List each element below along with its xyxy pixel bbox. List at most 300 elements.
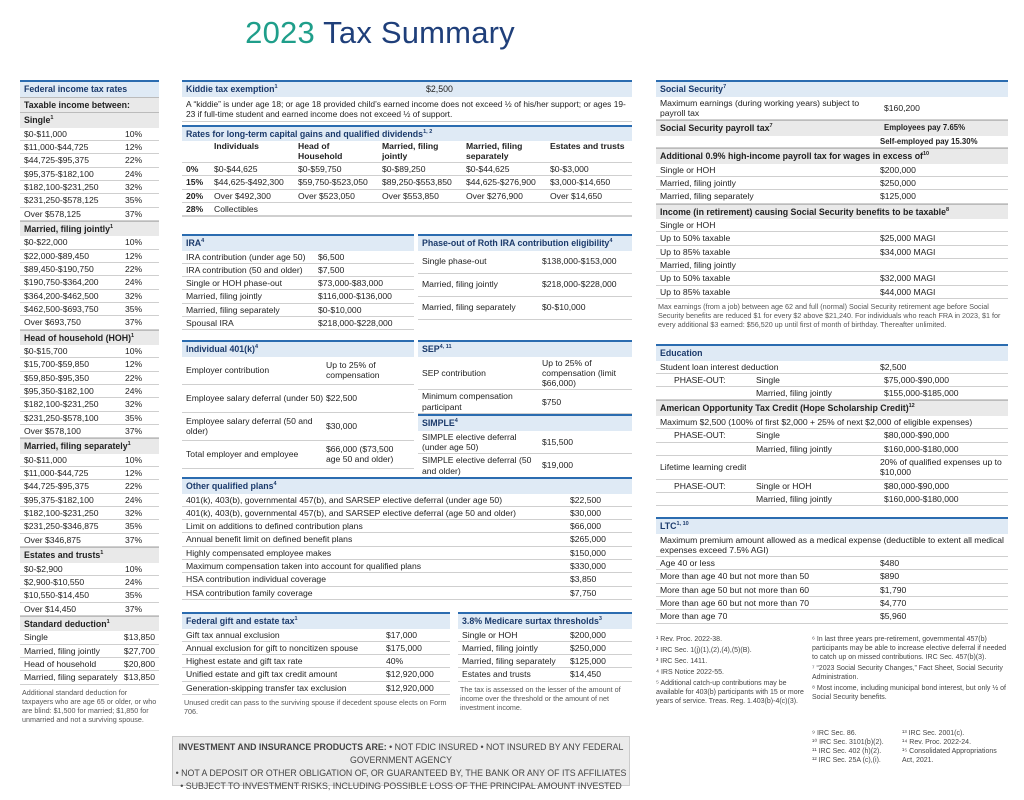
roth-row xyxy=(418,297,632,320)
std-deduction-label: Single xyxy=(24,632,48,643)
footnote: ¹¹ IRC Sec. 402 (h)(2). xyxy=(812,747,882,755)
bracket-range: Over $578,125 xyxy=(24,208,81,219)
ss-income-label: Up to 85% taxable xyxy=(660,286,731,297)
other-plan-label: 401(k), 403(b), governmental 457(b), and SARSEP elective deferral (under age 50) xyxy=(186,494,503,505)
edu-header: Education xyxy=(656,344,1008,361)
ss-income-row xyxy=(656,232,1008,245)
simple-sup: 4 xyxy=(454,418,458,425)
footnotes-left xyxy=(656,636,806,709)
bracket-range: $10,550-$14,450 xyxy=(24,590,89,601)
other-sup: 4 xyxy=(273,481,277,488)
capgains-col-header: Married, filing separately xyxy=(462,141,546,163)
capgains-cell: Over $523,050 xyxy=(294,190,378,203)
ira-label: Spousal IRA xyxy=(186,318,234,329)
medicare-rows xyxy=(458,629,632,682)
bracket-rate: 10% xyxy=(125,237,143,248)
bracket-range: Over $693,750 xyxy=(24,317,81,328)
sep-header xyxy=(418,340,632,357)
gift-label: Annual exclusion for gift to noncitizen spouse xyxy=(186,642,358,653)
bracket-row xyxy=(20,181,159,194)
roth-label: Married, filing jointly xyxy=(422,279,498,290)
other-plan-label: Maximum compensation taken into account for qualified plans xyxy=(186,561,422,572)
ss-label: Social Security xyxy=(660,84,724,94)
page-title xyxy=(0,14,760,51)
edu-llc-row xyxy=(656,493,1008,506)
ira-value: $218,000-$228,000 xyxy=(318,318,393,329)
filing-status-label: Estates and trusts xyxy=(24,550,101,561)
k401-value: Up to 25% of compensation xyxy=(326,359,380,381)
footnote: ⁴ IRS Notice 2022-55. xyxy=(656,668,724,676)
simple-rows xyxy=(418,431,632,478)
bracket-row xyxy=(20,168,159,181)
edu-aotc-header xyxy=(656,400,1008,416)
bracket-rate: 24% xyxy=(125,576,143,587)
ltc-header xyxy=(656,517,1008,534)
sep-row xyxy=(418,357,632,391)
bracket-row xyxy=(20,454,159,467)
k401-row xyxy=(182,385,414,413)
medicare-label: 3.8% Medicare surtax thresholds xyxy=(462,616,599,626)
bracket-range: $182,100-$231,250 xyxy=(24,399,99,410)
footnote: ⁹ IRC Sec. 86. xyxy=(812,730,857,737)
kiddie-label: Kiddie tax exemption xyxy=(186,84,275,94)
ltc-row xyxy=(656,584,1008,597)
edu-aotc-text: Maximum $2,500 (100% of first $2,000 + 25% of next $2,000 of eligible expenses) xyxy=(656,416,1008,429)
ltc-sup: 1, 10 xyxy=(676,521,689,528)
ss-income-rows xyxy=(656,219,1008,299)
bracket-range: $95,375-$182,100 xyxy=(24,494,94,505)
other-plan-label: 401(k), 403(b), governmental 457(b), and SARSEP elective deferral (age 50 and older) xyxy=(186,507,516,518)
capgains-cell: Over $553,850 xyxy=(378,190,462,203)
gift-label: Highest estate and gift tax rate xyxy=(186,656,303,667)
edu-llc-row xyxy=(656,456,1008,480)
std-deduction-header xyxy=(20,616,159,632)
other-rows xyxy=(182,494,632,601)
filing-status-label: Married, filing separately xyxy=(24,441,128,452)
disclaimer-line2: • NOT A DEPOSIT OR OTHER OBLIGATION OF, OR GUARANTEED BY, THE BANK OR ANY OF ITS AFFILIATES xyxy=(175,768,627,778)
filing-status-header xyxy=(20,547,159,563)
edu-loan-row xyxy=(656,374,1008,387)
medicare-label: Married, filing jointly xyxy=(462,642,538,653)
ss-addl-label: Single or HOH xyxy=(660,164,716,175)
bracket-range: $0-$15,700 xyxy=(24,346,68,357)
medicare-row xyxy=(458,668,632,681)
filing-status-sup: 1 xyxy=(127,441,131,448)
ltc-value: $890 xyxy=(880,571,900,582)
ira-sup: 4 xyxy=(201,238,205,245)
bracket-rate: 24% xyxy=(125,494,143,505)
other-plan-value: $30,000 xyxy=(570,507,602,518)
ss-addl-row xyxy=(656,190,1008,203)
bracket-range: $22,000-$89,450 xyxy=(24,250,89,261)
bracket-rate: 37% xyxy=(125,317,143,328)
filing-status-label: Head of household (HOH) xyxy=(24,332,132,343)
bracket-range: Over $346,875 xyxy=(24,534,81,545)
footnotes-right xyxy=(812,636,1008,705)
bracket-rate: 35% xyxy=(125,303,143,314)
std-deduction-row xyxy=(20,658,159,671)
ira-label: Single or HOH phase-out xyxy=(186,278,283,289)
edu-aotc-value: $160,000-$180,000 xyxy=(884,443,959,454)
bracket-row xyxy=(20,467,159,480)
capgains-cell: $0-$89,250 xyxy=(378,163,462,176)
edu-loan-label: Student loan interest deduction xyxy=(660,361,779,372)
ltc-label: LTC xyxy=(660,521,677,531)
ss-income-row xyxy=(656,219,1008,232)
bracket-rate: 32% xyxy=(125,181,143,192)
gift-row xyxy=(182,642,450,655)
std-deduction-value: $13,850 xyxy=(123,672,155,683)
other-plan-row xyxy=(182,560,632,573)
gift-value: $17,000 xyxy=(386,629,418,640)
bracket-rate: 37% xyxy=(125,208,143,219)
medicare-row xyxy=(458,642,632,655)
bracket-rate: 35% xyxy=(125,195,143,206)
ss-income-label: Single or HOH xyxy=(660,220,716,231)
ltc-label: More than age 70 xyxy=(660,611,728,622)
edu-aotc-sup: 12 xyxy=(908,403,915,410)
simple-row xyxy=(418,454,632,478)
other-plan-label: Annual benefit limit on defined benefit plans xyxy=(186,534,353,545)
filing-status-header xyxy=(20,112,159,128)
bracket-row xyxy=(20,507,159,520)
medicare-value: $125,000 xyxy=(570,656,606,667)
bracket-row xyxy=(20,263,159,276)
ss-income-value: $25,000 MAGI xyxy=(880,233,936,244)
sep-row xyxy=(418,390,632,414)
filing-status-sup: 1 xyxy=(131,332,135,339)
ira-label: Married, filing jointly xyxy=(186,291,262,302)
capgains-table xyxy=(182,141,632,217)
gift-row xyxy=(182,682,450,695)
capgains-cell xyxy=(378,203,462,216)
bracket-row xyxy=(20,290,159,303)
disclaimer-bar xyxy=(172,736,630,791)
other-plan-row xyxy=(182,520,632,533)
bracket-range: Over $578,100 xyxy=(24,425,81,436)
edu-loan-status: Single xyxy=(756,374,780,385)
ss-addl-value: $200,000 xyxy=(880,164,916,175)
bracket-row xyxy=(20,303,159,316)
gift-label: Federal gift and estate tax xyxy=(186,616,295,626)
other-plan-value: $22,500 xyxy=(570,494,602,505)
footnote: ⁷ “2023 Social Security Changes,” Fact Sheet, Social Security Administration. xyxy=(812,664,1003,681)
capgains-header xyxy=(182,125,632,142)
capgains-cell xyxy=(546,203,632,216)
bracket-row xyxy=(20,236,159,249)
gift-label: Gift tax annual exclusion xyxy=(186,629,280,640)
bracket-range: $15,700-$59,850 xyxy=(24,359,89,370)
bracket-row xyxy=(20,208,159,221)
ss-addl-header xyxy=(656,148,1008,164)
edu-loan-rows xyxy=(656,374,1008,401)
ira-value: $0-$10,000 xyxy=(318,304,362,315)
ss-addl-label: Married, filing separately xyxy=(660,191,754,202)
ltc-label: More than age 50 but not more than 60 xyxy=(660,584,810,595)
federal-groups xyxy=(20,112,159,616)
sep-rows xyxy=(418,357,632,415)
gift-header xyxy=(182,612,450,629)
ira-label: Married, filing separately xyxy=(186,304,280,315)
other-plan-value: $3,850 xyxy=(570,574,597,585)
sep-sup: 4, 11 xyxy=(439,344,452,351)
bracket-row xyxy=(20,563,159,576)
other-plan-value: $265,000 xyxy=(570,534,606,545)
std-deduction-row xyxy=(20,631,159,644)
ira-label: IRA contribution (50 and older) xyxy=(186,264,303,275)
ss-addl-row xyxy=(656,164,1008,177)
kiddie-header xyxy=(182,80,632,97)
other-plan-row xyxy=(182,573,632,586)
ltc-rows xyxy=(656,557,1008,624)
bracket-range: $231,250-$346,875 xyxy=(24,521,99,532)
other-plans-panel xyxy=(182,477,632,600)
edu-loan-value: $75,000-$90,000 xyxy=(884,374,949,385)
capgains-rate: 0% xyxy=(182,163,210,176)
bracket-range: $2,900-$10,550 xyxy=(24,576,85,587)
roth-label: Married, filing separately xyxy=(422,302,516,313)
bracket-rate: 35% xyxy=(125,521,143,532)
bracket-rate: 12% xyxy=(125,141,143,152)
other-plan-label: Limit on additions to defined contribution plans xyxy=(186,521,363,532)
std-deduction-value: $20,800 xyxy=(123,659,155,669)
capgains-rate: 28% xyxy=(182,203,210,216)
ltc-label: More than age 60 but not more than 70 xyxy=(660,598,810,609)
edu-aotc-value: $80,000-$90,000 xyxy=(884,430,949,441)
capgains-col-header: Head of Household xyxy=(294,141,378,163)
ltc-value: $5,960 xyxy=(880,611,907,622)
education-panel xyxy=(656,344,1008,506)
bracket-row xyxy=(20,425,159,438)
kiddie-value: $2,500 xyxy=(426,84,453,94)
capgains-col-header xyxy=(182,141,210,163)
simple-label: SIMPLE xyxy=(422,418,455,429)
footnote: ¹⁴ Rev. Proc. 2022-24. xyxy=(902,738,972,746)
sep-label: SEP contribution xyxy=(422,367,486,378)
ltc-row xyxy=(656,557,1008,570)
bracket-rate: 32% xyxy=(125,290,143,301)
bracket-row xyxy=(20,316,159,329)
k401-value: $22,500 xyxy=(326,392,358,403)
bracket-row xyxy=(20,534,159,547)
ss-income-value xyxy=(880,260,1004,270)
roth-value: $0-$10,000 xyxy=(542,302,586,313)
simple-value: $19,000 xyxy=(542,460,574,471)
capgains-col-header: Estates and trusts xyxy=(546,141,632,163)
roth-label: Single phase-out xyxy=(422,256,487,267)
filing-status-sup: 1 xyxy=(110,223,114,230)
roth-row xyxy=(418,251,632,274)
k401-label: Employee salary deferral (50 and older) xyxy=(186,415,313,437)
ltc-value: $480 xyxy=(880,558,900,569)
roth-value: $138,000-$153,000 xyxy=(542,256,617,267)
ss-max-label: Maximum earnings (during working years) subject to payroll tax xyxy=(660,97,860,118)
bracket-rate: 22% xyxy=(125,481,143,492)
edu-loan-phase xyxy=(660,388,756,398)
edu-llc-value: $80,000-$90,000 xyxy=(884,480,949,491)
simple-row xyxy=(418,431,632,455)
std-deduction-value: $27,700 xyxy=(123,645,155,656)
bracket-rate: 12% xyxy=(125,250,143,261)
other-plan-row xyxy=(182,587,632,600)
roth-label: Phase-out of Roth IRA contribution eligibility xyxy=(422,238,610,248)
ltc-value: $4,770 xyxy=(880,598,907,609)
k401-label: Employee salary deferral (under 50) xyxy=(186,392,324,403)
bracket-range: $95,350-$182,100 xyxy=(24,386,94,397)
medicare-panel xyxy=(458,612,632,715)
edu-aotc-row xyxy=(656,429,1008,442)
std-deduction-note: Additional standard deduction for taxpayers who are age 65 or older, or who are blind: $1,500 for married; $1,850 for unmarried and not a surviving spouse. xyxy=(22,687,157,724)
edu-aotc-rows xyxy=(656,429,1008,456)
capgains-sup: 1, 2 xyxy=(423,128,433,135)
ss-income-value xyxy=(880,220,1004,230)
bracket-range: $44,725-$95,375 xyxy=(24,481,89,492)
ss-income-value: $34,000 MAGI xyxy=(880,246,936,257)
capgains-cell: $59,750-$523,050 xyxy=(294,176,378,189)
social-security-panel xyxy=(656,80,1008,332)
k401-value: $66,000 ($73,500 age 50 and older) xyxy=(326,443,394,465)
footnote: ¹⁵ Consolidated Appropriations xyxy=(902,747,997,755)
ss-payroll-label: Social Security payroll tax xyxy=(660,123,770,134)
medicare-row xyxy=(458,655,632,668)
ss-income-value: $44,000 MAGI xyxy=(880,286,936,297)
bracket-range: $364,200-$462,500 xyxy=(24,290,99,301)
ss-addl-label: Additional 0.9% high-income payroll tax for wages in excess of xyxy=(660,151,923,162)
footnote: ¹ Rev. Proc. 2022-38. xyxy=(656,636,723,643)
footnote: ¹³ IRC Sec. 2001(c). xyxy=(902,730,965,737)
bracket-range: $95,375-$182,100 xyxy=(24,168,94,179)
gift-row xyxy=(182,668,450,681)
bracket-rate: 12% xyxy=(125,468,143,479)
medicare-value: $200,000 xyxy=(570,629,606,640)
roth-value: $218,000-$228,000 xyxy=(542,279,617,290)
footnote: ¹⁰ IRC Sec. 3101(b)(2). xyxy=(812,738,884,746)
bracket-row xyxy=(20,398,159,411)
edu-aotc-phase: PHASE-OUT: xyxy=(674,430,726,441)
medicare-value: $250,000 xyxy=(570,642,606,653)
medicare-value: $14,450 xyxy=(570,669,602,680)
other-plan-row xyxy=(182,507,632,520)
ss-max-row xyxy=(656,97,1008,121)
gift-value: $175,000 xyxy=(386,642,422,653)
sep-label: Minimum compensation participant xyxy=(422,391,513,412)
ira-row xyxy=(182,251,414,264)
medicare-note: The tax is assessed on the lesser of the amount of income over the threshold or the amount of net investment income. xyxy=(460,684,621,712)
bracket-rate: 35% xyxy=(125,590,143,601)
bracket-row xyxy=(20,412,159,425)
ira-panel xyxy=(182,234,414,330)
capgains-rate: 20% xyxy=(182,190,210,203)
ira-row xyxy=(182,317,414,330)
bracket-range: $11,000-$44,725 xyxy=(24,141,89,152)
ss-income-row xyxy=(656,272,1008,285)
capgains-cell: $89,250-$553,850 xyxy=(378,176,462,189)
edu-llc-phase xyxy=(660,494,756,504)
bracket-row xyxy=(20,276,159,289)
bracket-row xyxy=(20,345,159,358)
edu-loan-row xyxy=(656,387,1008,400)
std-deduction-row xyxy=(20,671,159,684)
bracket-range: $0-$11,000 xyxy=(24,454,67,465)
sep-panel xyxy=(418,340,632,478)
ira-row xyxy=(182,264,414,277)
capgains-cell xyxy=(294,203,378,216)
kiddie-sup: 1 xyxy=(274,84,278,91)
ss-sup: 7 xyxy=(723,84,727,91)
gift-note: Unused credit can pass to the surviving spouse if decedent spouse elects on Form 706. xyxy=(184,698,447,717)
ss-income-label: Up to 50% taxable xyxy=(660,233,731,244)
ss-income-sup: 8 xyxy=(945,206,950,213)
footnotes-small xyxy=(812,730,1008,766)
other-plan-row xyxy=(182,494,632,507)
federal-tax-rates-panel xyxy=(20,80,159,727)
bracket-range: $44,725-$95,375 xyxy=(24,155,89,166)
footnote: ⁸ Most income, including municipal bond interest, but only ½ of Social Security benefits. xyxy=(812,684,1007,701)
bracket-range: $89,450-$190,750 xyxy=(24,264,94,274)
gift-row xyxy=(182,629,450,642)
footnote: ⁵ Additional catch-up contributions may be available for 403(b) participants with 15 or more years of service. Treas. Reg. 1.403(b)-4(c)(3). xyxy=(656,679,804,705)
k401-rows xyxy=(182,357,414,469)
filing-status-label: Single xyxy=(24,115,51,126)
ira-row xyxy=(182,277,414,290)
gift-label: Unified estate and gift tax credit amount xyxy=(186,669,338,680)
bracket-row xyxy=(20,576,159,589)
capgains-cell: $0-$44,625 xyxy=(210,163,294,176)
bracket-row xyxy=(20,385,159,398)
bracket-range: $462,500-$693,750 xyxy=(24,303,99,314)
ltc-row xyxy=(656,610,1008,623)
capgains-cell: Over $492,300 xyxy=(210,190,294,203)
k401-panel xyxy=(182,340,414,469)
bracket-row xyxy=(20,128,159,141)
std-deduction-row xyxy=(20,645,159,658)
ss-income-row xyxy=(656,246,1008,259)
ira-value: $116,000-$136,000 xyxy=(318,291,392,302)
bracket-range: $0-$22,000 xyxy=(24,237,68,248)
ss-addl-label: Married, filing jointly xyxy=(660,177,736,188)
k401-row xyxy=(182,441,414,469)
other-plan-label: HSA contribution family coverage xyxy=(186,587,313,598)
capgains-cell: Over $276,900 xyxy=(462,190,546,203)
edu-llc-status: Married, filing jointly xyxy=(756,493,832,504)
kiddie-text: A “kiddie” is under age 18; or age 18 provided child’s earned income does not exceed ½ of his/her support; or ages 19-23 if full-time student and earned income does not exceed ½ of support. xyxy=(182,97,632,122)
edu-llc-value: 20% of qualified expenses up to $10,000 xyxy=(880,456,1002,478)
capgains-cell: Collectibles xyxy=(210,203,294,216)
bracket-rate: 22% xyxy=(125,372,143,383)
footnote: ¹² IRC Sec. 25A (c),(i). xyxy=(812,756,881,764)
bracket-row xyxy=(20,494,159,507)
ltc-text: Maximum premium amount allowed as a medical expense (deductible to extent all medical expenses exceed 7.5% AGI) xyxy=(656,534,1008,558)
ss-note: Max earnings (from a job) between age 62 and full (normal) Social Security retirement age before Social Security benefits are reduced $1 for every $2 above $21,240. For individuals who reach FRA in 2023, $1 for every additional $3 earned: $56,520 up until first of month of birthday. Thereafter unlimited. xyxy=(658,301,1001,329)
std-deduction-label: Head of household xyxy=(24,659,97,669)
other-plan-label: HSA contribution individual coverage xyxy=(186,574,326,585)
ira-value: $73,000-$83,000 xyxy=(318,278,383,289)
bracket-row xyxy=(20,603,159,616)
bracket-range: $59,850-$95,350 xyxy=(24,372,89,383)
bracket-rate: 24% xyxy=(125,386,143,397)
bracket-range: $182,100-$231,250 xyxy=(24,508,99,519)
other-plan-value: $66,000 xyxy=(570,521,602,532)
bracket-range: $182,100-$231,250 xyxy=(24,181,99,192)
capgains-cell: Over $14,650 xyxy=(546,190,632,203)
footnote: ³ IRC Sec. 1411. xyxy=(656,657,708,665)
filing-status-label: Married, filing jointly xyxy=(24,223,111,234)
bracket-row xyxy=(20,154,159,167)
bracket-rate: 37% xyxy=(125,534,143,545)
other-plan-row xyxy=(182,547,632,560)
roth-rows xyxy=(418,251,632,320)
edu-llc-value: $160,000-$180,000 xyxy=(884,493,959,504)
